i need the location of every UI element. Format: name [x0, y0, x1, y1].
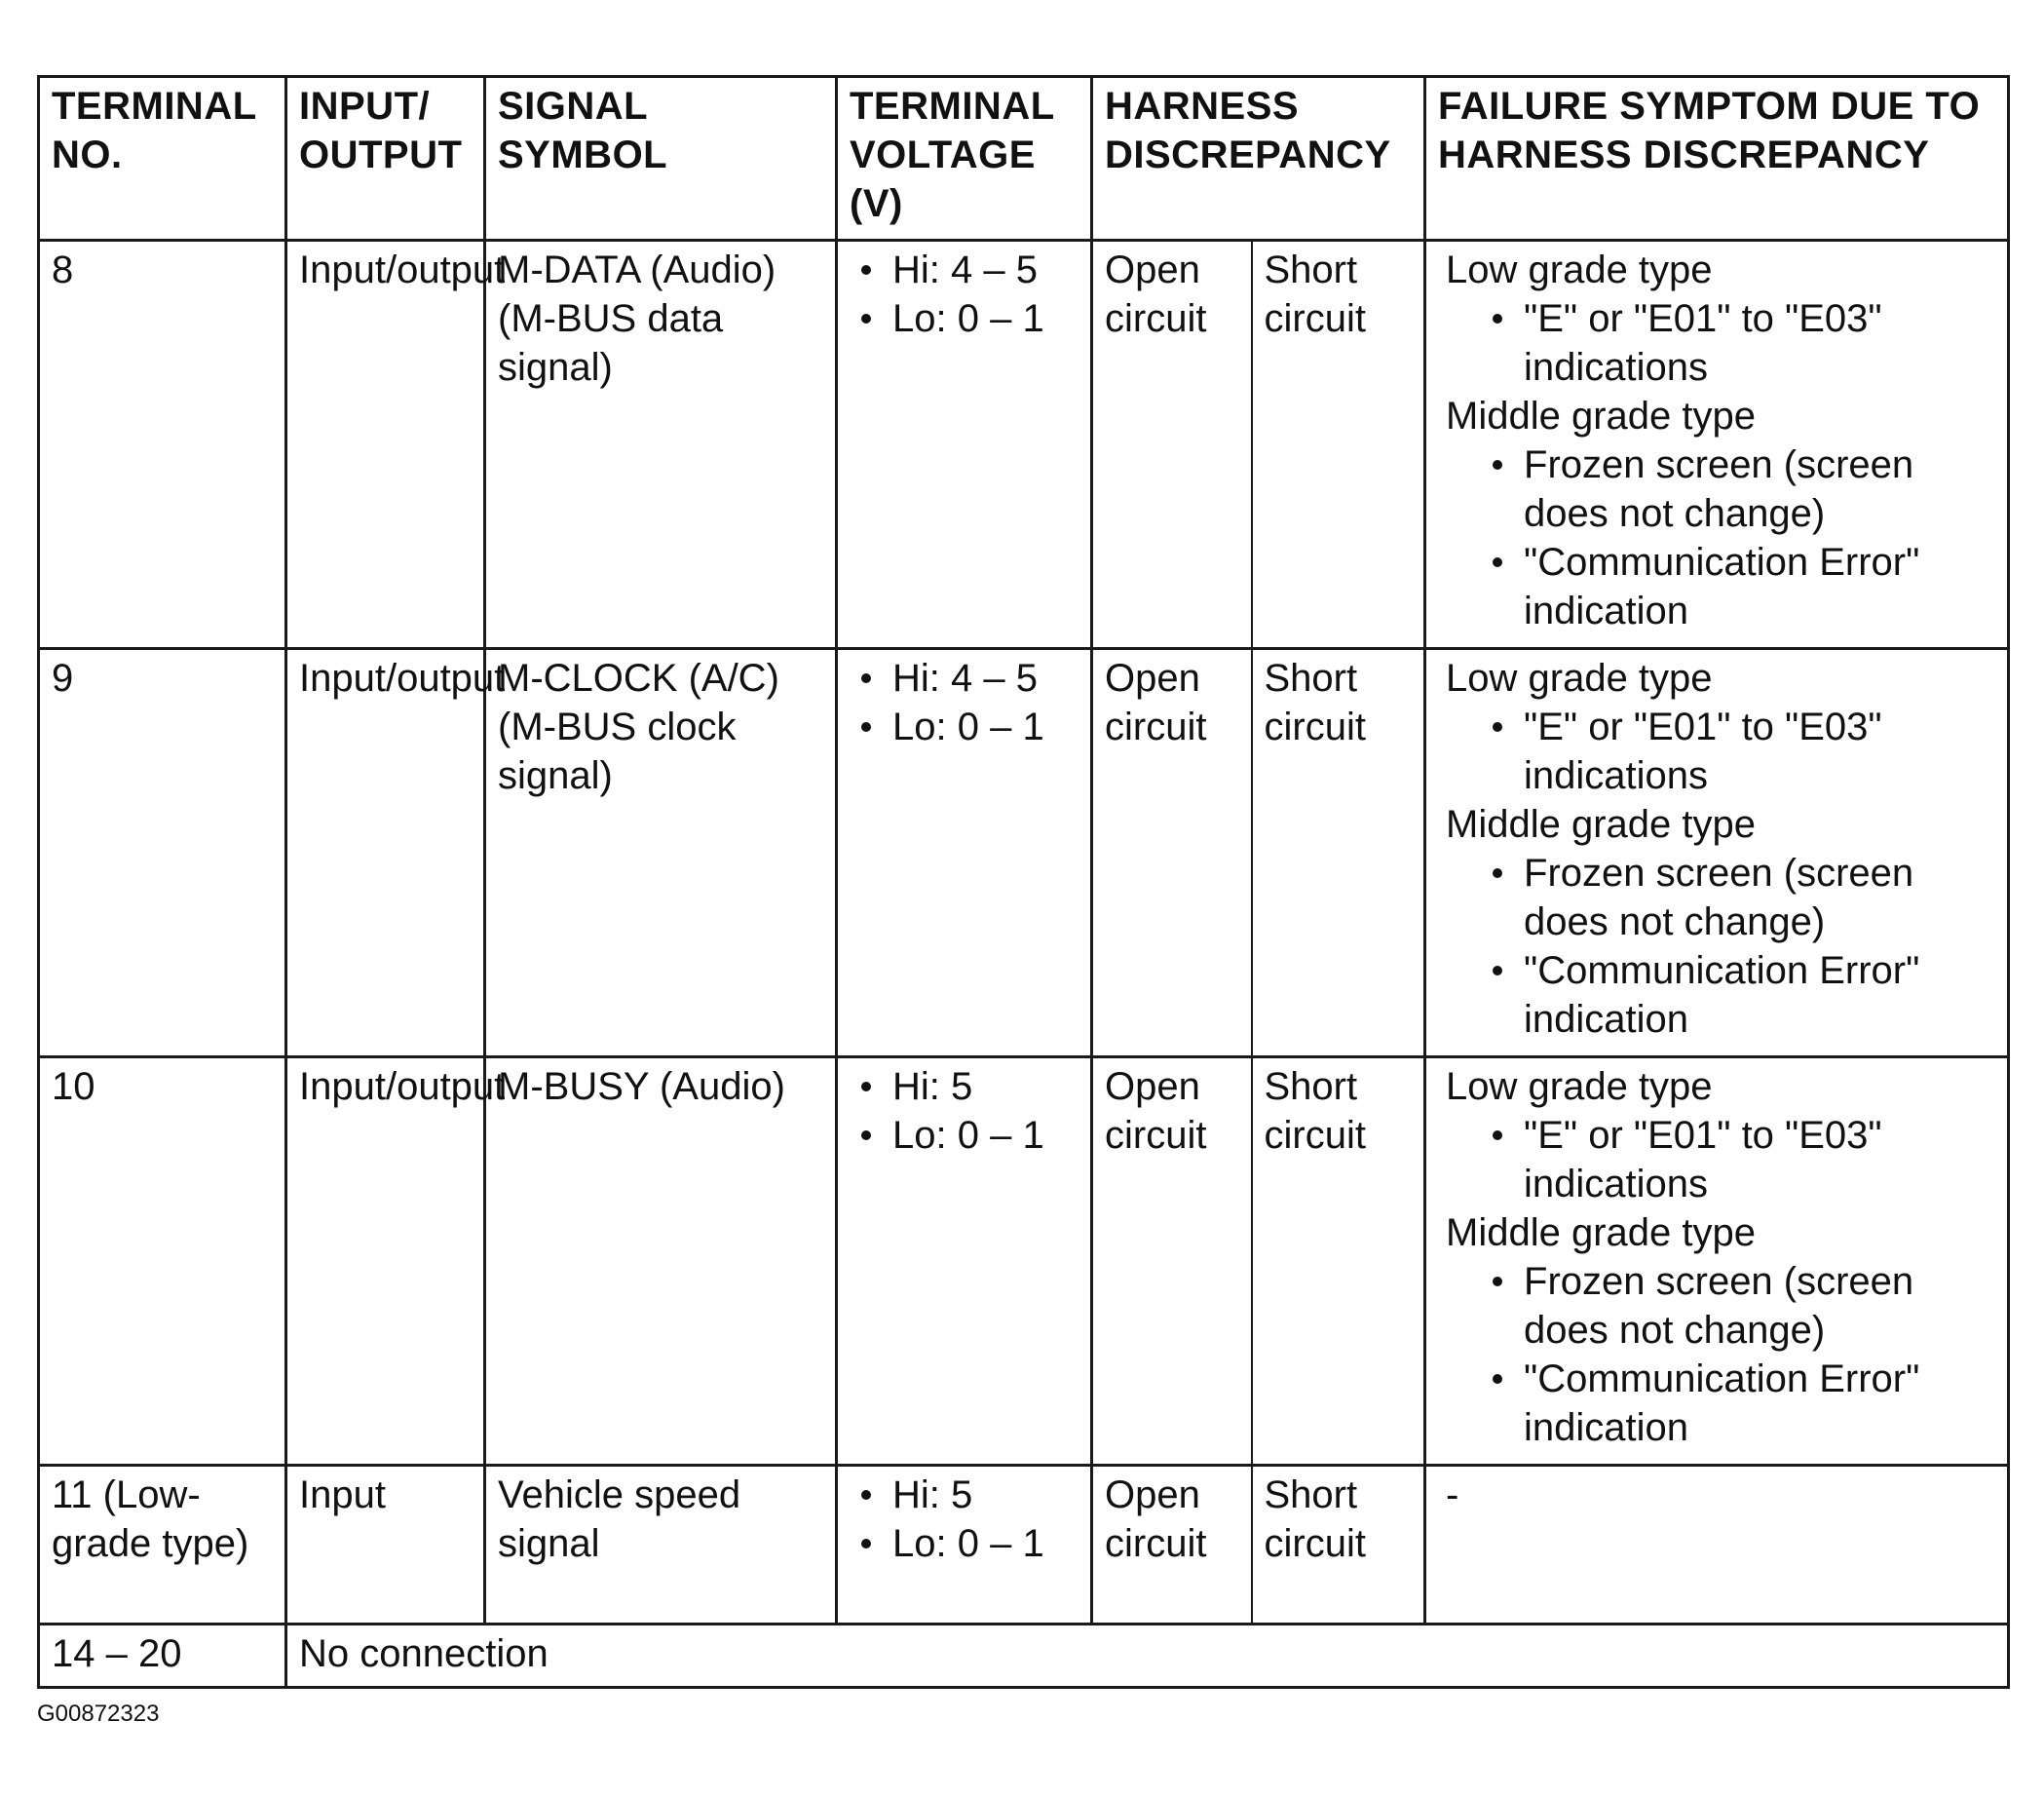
cell-io: Input/output [286, 241, 485, 649]
cell-io: Input [286, 1466, 485, 1625]
voltage-hi: Hi: 5 [850, 1062, 1080, 1111]
voltage-list [850, 654, 1080, 751]
cell-signal: M-DATA (Audio)(M-BUS data signal) [485, 241, 837, 649]
header-row [39, 77, 2009, 241]
voltage-list [850, 246, 1080, 343]
table-row [39, 649, 2009, 1057]
voltage-hi: Hi: 4 – 5 [850, 246, 1080, 294]
header-failure-symptom: FAILURE SYMPTOM DUE TO HARNESS DISCREPANCY [1425, 77, 2009, 241]
low-grade-heading: Low grade type [1446, 1065, 1713, 1108]
cell-short-circuit: Short circuit [1252, 241, 1425, 649]
header-harness-discrepancy: HARNESS DISCREPANCY [1092, 77, 1425, 241]
cell-terminal: 9 [39, 649, 286, 1057]
table-row [39, 241, 2009, 649]
voltage-hi: Hi: 5 [850, 1471, 1080, 1519]
cell-short-circuit: Short circuit [1252, 1057, 1425, 1466]
cell-signal: M-CLOCK (A/C) (M-BUS clock signal) [485, 649, 837, 1057]
voltage-lo: Lo: 0 – 1 [850, 294, 1080, 343]
cell-io: Input/output [286, 649, 485, 1057]
cell-open-circuit: Open circuit [1092, 1466, 1252, 1625]
figure-code: G00872323 [37, 1701, 160, 1727]
table-row [39, 1057, 2009, 1466]
cell-open-circuit: Open circuit [1092, 1057, 1252, 1466]
cell-voltage [837, 649, 1092, 1057]
cell-terminal: 11 (Low-grade type) [39, 1466, 286, 1625]
cell-short-circuit: Short circuit [1252, 649, 1425, 1057]
voltage-lo: Lo: 0 – 1 [850, 1519, 1080, 1568]
cell-no-connection: No connection [286, 1625, 2009, 1688]
voltage-list [850, 1062, 1080, 1160]
cell-io: Input/output [286, 1057, 485, 1466]
cell-voltage [837, 241, 1092, 649]
header-input-output: INPUT/ OUTPUT [286, 77, 485, 241]
cell-voltage [837, 1057, 1092, 1466]
table-row [39, 1466, 2009, 1625]
low-grade-list [1481, 1111, 1997, 1208]
symptom-item: "E" or "E01" to "E03" indications [1481, 703, 1997, 800]
voltage-list [850, 1471, 1080, 1568]
cell-terminal: 14 – 20 [39, 1625, 286, 1688]
symptom-item: Frozen screen (screen does not change) [1481, 849, 1997, 946]
symptom-item: "Communication Error" indication [1481, 1355, 1997, 1452]
cell-short-circuit: Short circuit [1252, 1466, 1425, 1625]
cell-open-circuit: Open circuit [1092, 241, 1252, 649]
symptom-item: "E" or "E01" to "E03" indications [1481, 294, 1997, 392]
low-grade-list [1481, 294, 1997, 392]
low-grade-heading: Low grade type [1446, 657, 1713, 700]
voltage-lo: Lo: 0 – 1 [850, 1111, 1080, 1160]
cell-terminal: 10 [39, 1057, 286, 1466]
voltage-hi: Hi: 4 – 5 [850, 654, 1080, 703]
table-row [39, 1625, 2009, 1688]
cell-open-circuit: Open circuit [1092, 649, 1252, 1057]
terminal-table [37, 75, 2010, 1689]
middle-grade-list [1481, 1257, 1997, 1452]
middle-grade-heading: Middle grade type [1446, 395, 1756, 438]
cell-signal: M-BUSY (Audio) [485, 1057, 837, 1466]
middle-grade-list [1481, 849, 1997, 1044]
header-signal-symbol: SIGNAL SYMBOL [485, 77, 837, 241]
header-terminal-no: TERMINAL NO. [39, 77, 286, 241]
cell-symptoms: - [1425, 1466, 2009, 1625]
middle-grade-heading: Middle grade type [1446, 1211, 1756, 1254]
cell-symptoms [1425, 241, 2009, 649]
cell-terminal: 8 [39, 241, 286, 649]
middle-grade-heading: Middle grade type [1446, 803, 1756, 846]
middle-grade-list [1481, 440, 1997, 635]
cell-symptoms [1425, 649, 2009, 1057]
cell-voltage [837, 1466, 1092, 1625]
low-grade-heading: Low grade type [1446, 249, 1713, 291]
symptom-item: "Communication Error" indication [1481, 946, 1997, 1044]
symptom-item: "Communication Error" indication [1481, 538, 1997, 635]
symptom-item: Frozen screen (screen does not change) [1481, 1257, 1997, 1355]
cell-signal: Vehicle speed signal [485, 1466, 837, 1625]
cell-symptoms [1425, 1057, 2009, 1466]
symptom-item: "E" or "E01" to "E03" indications [1481, 1111, 1997, 1208]
low-grade-list [1481, 703, 1997, 800]
voltage-lo: Lo: 0 – 1 [850, 703, 1080, 751]
symptom-item: Frozen screen (screen does not change) [1481, 440, 1997, 538]
header-terminal-voltage: TERMINAL VOLTAGE (V) [837, 77, 1092, 241]
